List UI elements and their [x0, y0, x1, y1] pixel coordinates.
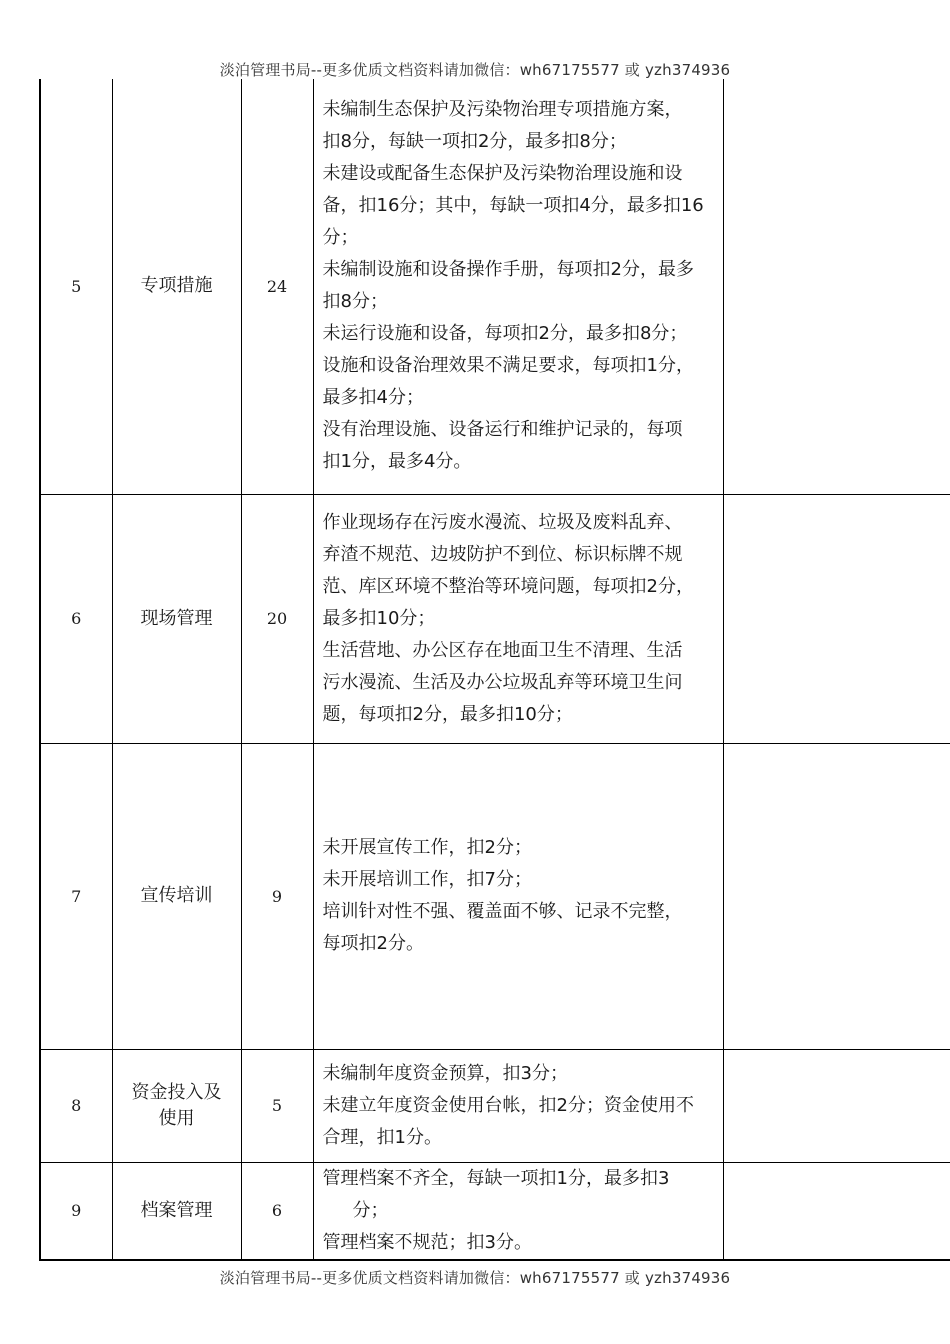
criteria-line: 最多扣10分； [322, 607, 436, 629]
criteria-line: 设施和设备治理效果不满足要求，每项扣1分， [322, 355, 694, 377]
item-name [112, 1049, 241, 1162]
criteria-line: 题，每项扣2分，最多扣10分； [322, 703, 573, 725]
remark-cell [723, 1049, 950, 1162]
deduction-criteria [313, 743, 723, 1049]
criteria-line: 扣8分； [322, 291, 388, 313]
deduction-criteria [313, 1049, 723, 1162]
remark-cell [723, 494, 950, 743]
criteria-line: 没有治理设施、设备运行和维护记录的，每项 [322, 419, 683, 441]
criteria-line: 未开展培训工作，扣7分； [322, 869, 532, 890]
row-index: 6 [40, 494, 112, 743]
criteria-line: 分； [352, 1199, 389, 1221]
criteria-line: 备，扣16分；其中，每缺一项扣4分，最多扣16 [322, 195, 704, 217]
item-score: 5 [241, 1049, 313, 1162]
item-name: 专项措施 [112, 79, 241, 494]
row-index: 9 [40, 1162, 112, 1260]
item-name-line: 资金投入及 [131, 1081, 222, 1103]
row-index: 5 [40, 79, 112, 494]
deduction-criteria [313, 1162, 723, 1260]
criteria-line: 合理，扣1分。 [322, 1126, 442, 1148]
remark-cell [723, 1162, 950, 1260]
criteria-line: 最多扣4分； [322, 387, 424, 409]
criteria-line: 培训针对性不强、覆盖面不够、记录不完整， [322, 901, 683, 922]
item-name-line: 使用 [158, 1107, 195, 1129]
table-row [40, 1049, 950, 1162]
item-score: 20 [241, 494, 313, 743]
table-row [40, 1162, 950, 1260]
footer-watermark: 淡泊管理书局--更多优质文档资料请加微信：wh67175577 或 yzh374936 [219, 1269, 731, 1287]
deduction-criteria [313, 79, 723, 494]
criteria-line: 未运行设施和设备，每项扣2分，最多扣8分； [322, 323, 688, 345]
criteria-line: 作业现场存在污废水漫流、垃圾及废料乱弃、 [322, 511, 683, 533]
criteria-line: 未编制设施和设备操作手册，每项扣2分，最多 [322, 259, 694, 281]
deduction-criteria [313, 494, 723, 743]
criteria-line: 范、库区环境不整治等环境问题，每项扣2分， [322, 575, 694, 597]
criteria-line: 分； [322, 227, 359, 249]
criteria-line: 未编制生态保护及污染物治理专项措施方案， [322, 99, 683, 121]
criteria-line: 生活营地、办公区存在地面卫生不清理、生活 [322, 639, 683, 661]
criteria-line: 未编制年度资金预算，扣3分； [322, 1062, 568, 1084]
item-score: 9 [241, 743, 313, 1049]
table-row [40, 743, 950, 1049]
criteria-line: 扣1分，最多4分。 [322, 451, 472, 473]
scoring-table [39, 79, 950, 1261]
criteria-line: 污水漫流、生活及办公垃圾乱弃等环境卫生问 [322, 671, 683, 693]
table-row [40, 79, 950, 494]
item-name: 宣传培训 [112, 743, 241, 1049]
table-row [40, 494, 950, 743]
criteria-line: 扣8分，每缺一项扣2分，最多扣8分； [322, 131, 627, 153]
item-score: 24 [241, 79, 313, 494]
criteria-line: 未建立年度资金使用台帐，扣2分；资金使用不 [322, 1094, 694, 1116]
remark-cell [723, 79, 950, 494]
remark-cell [723, 743, 950, 1049]
criteria-line: 管理档案不规范；扣3分。 [322, 1231, 532, 1253]
item-name: 档案管理 [112, 1162, 241, 1260]
item-name: 现场管理 [112, 494, 241, 743]
criteria-line: 弃渣不规范、边坡防护不到位、标识标牌不规 [322, 543, 683, 565]
criteria-line: 未开展宣传工作，扣2分； [322, 837, 532, 858]
item-score: 6 [241, 1162, 313, 1260]
header-watermark: 淡泊管理书局--更多优质文档资料请加微信：wh67175577 或 yzh374936 [219, 61, 731, 79]
row-index: 8 [40, 1049, 112, 1162]
criteria-line: 每项扣2分。 [322, 933, 424, 954]
criteria-line: 管理档案不齐全，每缺一项扣1分，最多扣3 [322, 1167, 670, 1189]
row-index: 7 [40, 743, 112, 1049]
criteria-line: 未建设或配备生态保护及污染物治理设施和设 [322, 163, 683, 185]
